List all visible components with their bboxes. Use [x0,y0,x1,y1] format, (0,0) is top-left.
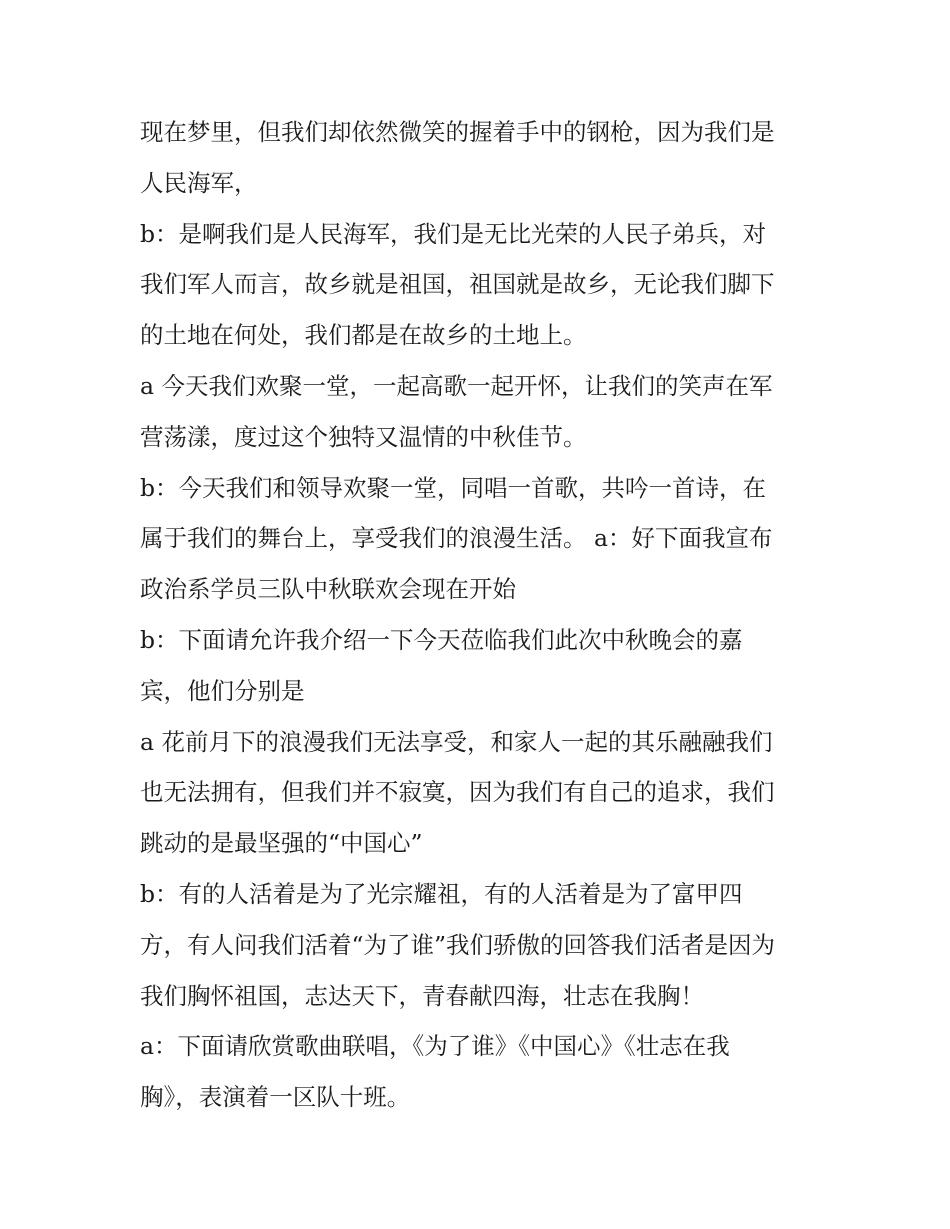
text-line-20: 胸》，表演着一区队十班。 [140,1083,411,1112]
document-body [140,107,820,1123]
text-line-15: 跳动的是最坚强的“中国心” [140,829,423,858]
text-line-17: 方，有人问我们活着“为了谁”我们骄傲的回答我们活者是因为 [140,930,776,959]
text-line-8: b：今天我们和领导欢聚一堂，同唱一首歌，共吟一首诗，在 [140,473,767,502]
text-line-6: a 今天我们欢聚一堂，一起高歌一起开怀，让我们的笑声在军 [140,371,773,400]
text-line-5: 的土地在何处，我们都是在故乡的土地上。 [140,321,587,350]
text-line-12: 宾，他们分别是 [140,676,305,705]
text-line-3: b：是啊我们是人民海军，我们是无比光荣的人民子弟兵，对 [140,219,767,248]
text-line-10: 政治系学员三队中秋联欢会现在开始 [140,575,516,604]
text-line-14: 也无法拥有，但我们并不寂寞，因为我们有自己的追求，我们 [140,778,775,807]
text-line-18: 我们胸怀祖国，志达天下，青春献四海，壮志在我胸！ [140,981,704,1010]
text-line-13: a 花前月下的浪漫我们无法享受，和家人一起的其乐融融我们 [140,727,773,756]
text-line-11: b：下面请允许我介绍一下今天莅临我们此次中秋晚会的嘉 [140,625,743,654]
text-line-16: b：有的人活着是为了光宗耀祖，有的人活着是为了富甲四 [140,879,743,908]
text-line-7: 营荡漾，度过这个独特又温情的中秋佳节。 [140,422,587,451]
text-line-4: 我们军人而言，故乡就是祖国，祖国就是故乡，无论我们脚下 [140,270,775,299]
text-line-2: 人民海军， [140,168,258,197]
text-line-1: 现在梦里，但我们却依然微笑的握着手中的钢枪，因为我们是 [140,118,775,146]
text-line-9: 属于我们的舞台上，享受我们的浪漫生活。 a：好下面我宣布 [140,524,773,553]
text-line-19: a：下面请欣赏歌曲联唱，《为了谁》《中国心》《壮志在我 [140,1032,730,1061]
